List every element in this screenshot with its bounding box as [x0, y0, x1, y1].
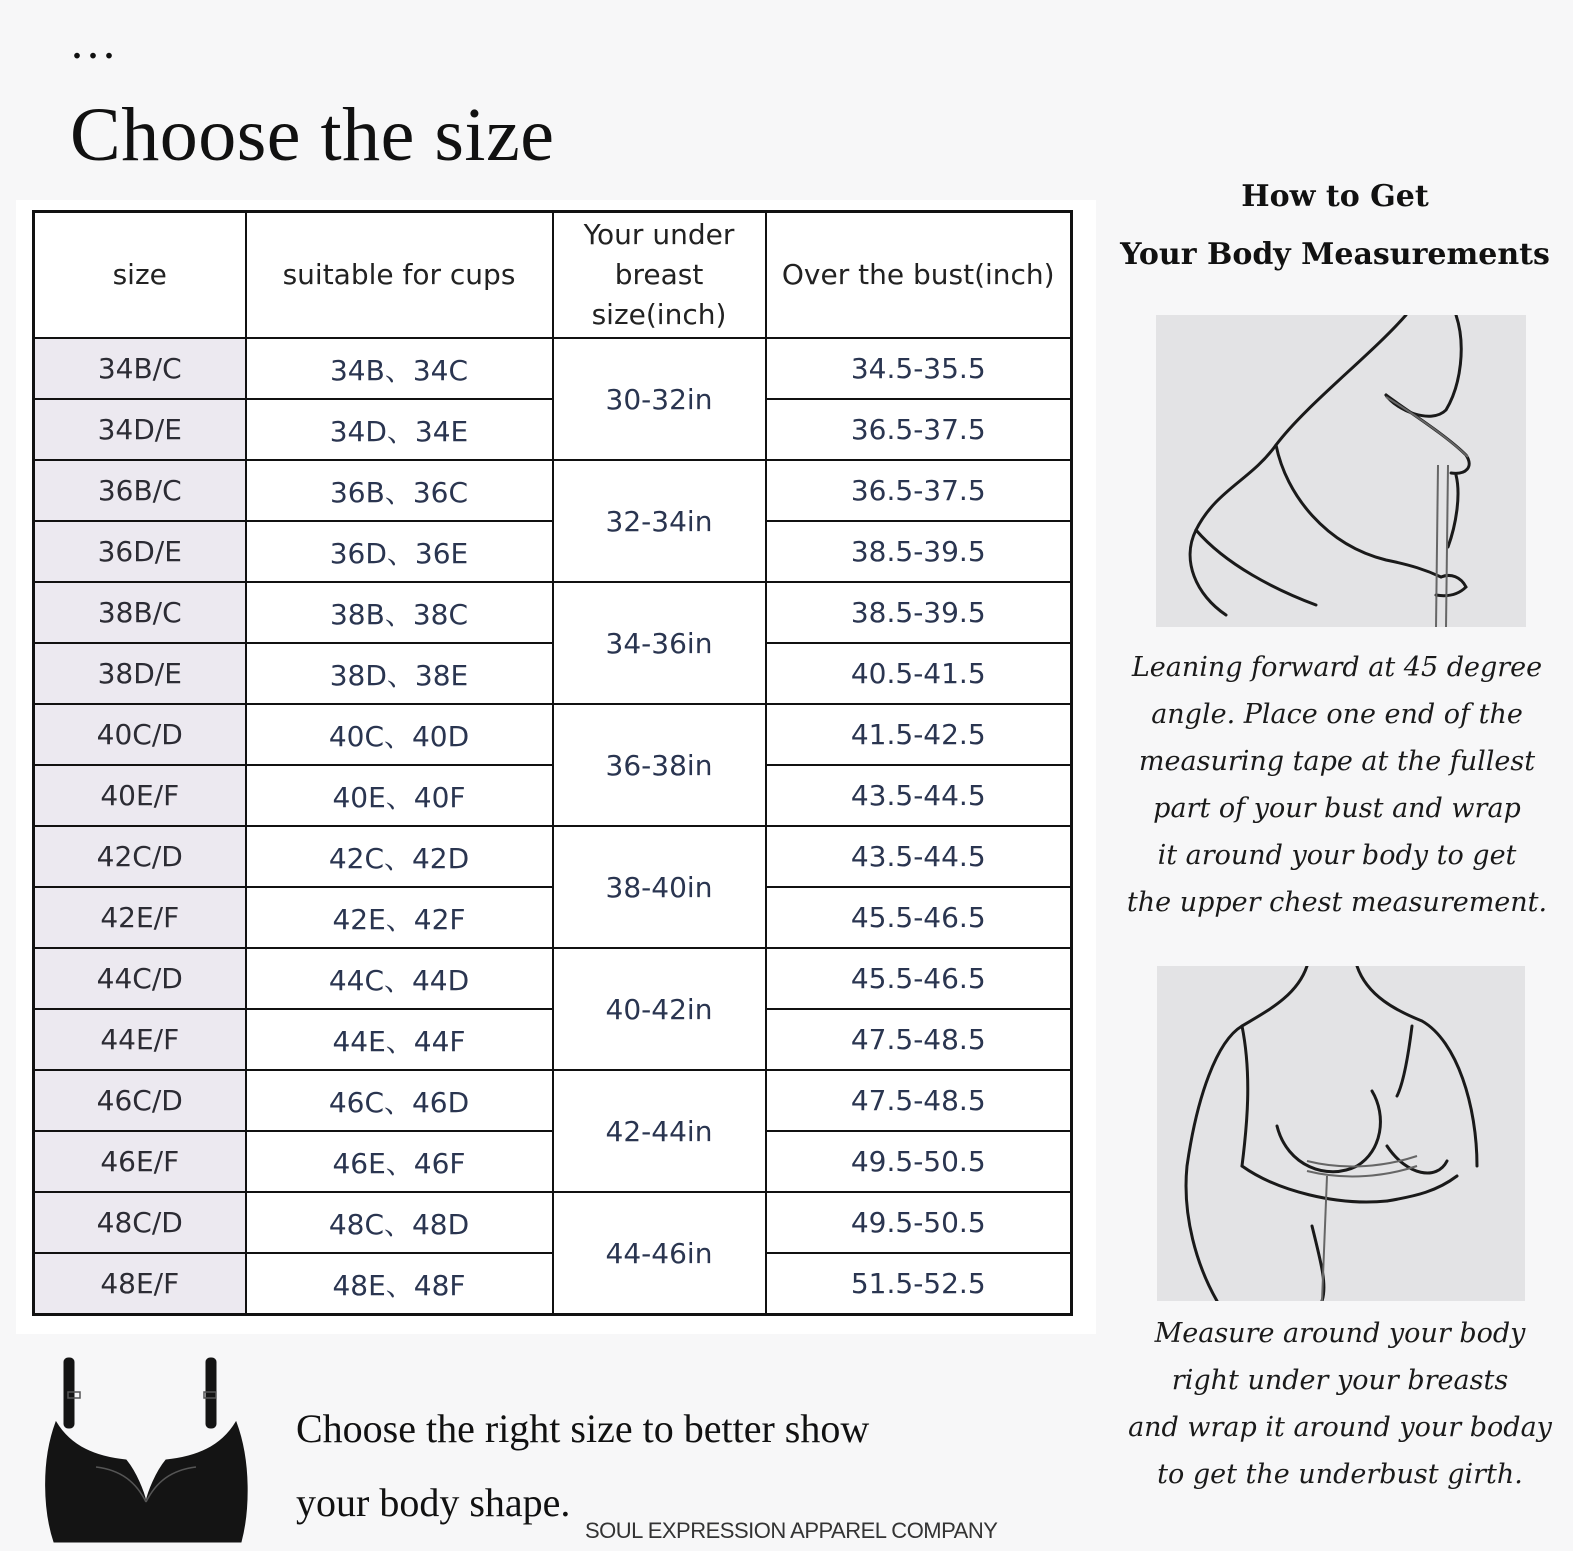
table-row — [34, 460, 1072, 521]
overbust-cell: 51.5-52.5 — [766, 1253, 1072, 1315]
overbust-cell: 43.5-44.5 — [766, 765, 1072, 826]
guide-title — [1110, 168, 1560, 284]
instruction-line: the upper chest measurement. — [1126, 887, 1548, 918]
instruction-line: measuring tape at the fullest — [1138, 746, 1536, 777]
overbust-cell: 36.5-37.5 — [766, 460, 1072, 521]
size-chart-table — [32, 210, 1073, 1316]
underbust-cell: 44-46in — [553, 1192, 766, 1315]
table-row — [34, 1070, 1072, 1131]
header-underbust — [553, 212, 766, 339]
instruction-line: and wrap it around your boday — [1128, 1412, 1552, 1443]
instruction-line: right under your breasts — [1171, 1365, 1509, 1396]
overbust-cell: 36.5-37.5 — [766, 399, 1072, 460]
cups-cell: 48C、48D — [246, 1192, 553, 1253]
overbust-cell: 38.5-39.5 — [766, 521, 1072, 582]
overbust-cell: 34.5-35.5 — [766, 338, 1072, 399]
size-cell: 46C/D — [34, 1070, 246, 1131]
size-cell: 38D/E — [34, 643, 246, 704]
cups-cell: 48E、48F — [246, 1253, 553, 1315]
bra-drawing — [36, 1352, 256, 1547]
overbust-cell: 43.5-44.5 — [766, 826, 1072, 887]
underbust-cell: 38-40in — [553, 826, 766, 948]
cups-cell: 38B、38C — [246, 582, 553, 643]
size-cell: 48E/F — [34, 1253, 246, 1315]
guide-title-line: How to Get — [1241, 179, 1429, 214]
size-cell: 38B/C — [34, 582, 246, 643]
underbust-cell: 40-42in — [553, 948, 766, 1070]
overbust-cell: 49.5-50.5 — [766, 1192, 1072, 1253]
guide-title-line: Your Body Measurements — [1120, 237, 1550, 272]
size-cell: 42C/D — [34, 826, 246, 887]
header-underbust-line: Your under — [583, 218, 735, 251]
upper-chest-illustration — [1156, 315, 1526, 627]
size-cell: 44E/F — [34, 1009, 246, 1070]
size-cell: 34D/E — [34, 399, 246, 460]
cups-cell: 36D、36E — [246, 521, 553, 582]
size-cell: 40E/F — [34, 765, 246, 826]
overbust-cell: 38.5-39.5 — [766, 582, 1072, 643]
header-size: size — [34, 212, 246, 339]
instruction-line: Measure around your body — [1154, 1318, 1526, 1349]
overbust-cell: 40.5-41.5 — [766, 643, 1072, 704]
underbust-cell: 34-36in — [553, 582, 766, 704]
table-row — [34, 338, 1072, 399]
cups-cell: 34D、34E — [246, 399, 553, 460]
table-row — [34, 948, 1072, 1009]
underbust-drawing — [1157, 966, 1525, 1301]
overbust-cell: 45.5-46.5 — [766, 948, 1072, 1009]
table-row — [34, 1192, 1072, 1253]
size-cell: 36B/C — [34, 460, 246, 521]
company-name: SOUL EXPRESSION APPAREL COMPANY — [585, 1518, 998, 1543]
size-cell: 34B/C — [34, 338, 246, 399]
size-cell: 44C/D — [34, 948, 246, 1009]
cups-cell: 44E、44F — [246, 1009, 553, 1070]
cups-cell: 36B、36C — [246, 460, 553, 521]
header-cups: suitable for cups — [246, 212, 553, 339]
cups-cell: 42C、42D — [246, 826, 553, 887]
underbust-cell: 30-32in — [553, 338, 766, 460]
upper-chest-instructions — [1112, 644, 1562, 926]
overbust-cell: 47.5-48.5 — [766, 1009, 1072, 1070]
cups-cell: 46E、46F — [246, 1131, 553, 1192]
table-row — [34, 826, 1072, 887]
overbust-cell: 45.5-46.5 — [766, 887, 1072, 948]
overbust-cell: 41.5-42.5 — [766, 704, 1072, 765]
cups-cell: 40C、40D — [246, 704, 553, 765]
underbust-illustration — [1157, 966, 1525, 1301]
instruction-line: to get the underbust girth. — [1157, 1459, 1523, 1490]
cups-cell: 38D、38E — [246, 643, 553, 704]
overbust-cell: 47.5-48.5 — [766, 1070, 1072, 1131]
header-overbust: Over the bust(inch) — [766, 212, 1072, 339]
instruction-line: it around your body to get — [1157, 840, 1517, 871]
size-cell: 42E/F — [34, 887, 246, 948]
size-cell: 46E/F — [34, 1131, 246, 1192]
table-header-row — [34, 212, 1072, 339]
instruction-line: part of your bust and wrap — [1153, 793, 1521, 824]
cups-cell: 40E、40F — [246, 765, 553, 826]
bra-product-image — [36, 1352, 256, 1547]
cups-cell: 42E、42F — [246, 887, 553, 948]
size-cell: 40C/D — [34, 704, 246, 765]
underbust-cell: 36-38in — [553, 704, 766, 826]
header-underbust-line: size(inch) — [591, 298, 727, 331]
header-underbust-line: breast — [614, 258, 704, 291]
cups-cell: 34B、34C — [246, 338, 553, 399]
table-row — [34, 704, 1072, 765]
tagline-line: your body shape. — [296, 1480, 571, 1525]
page-title: Choose the size — [70, 93, 555, 177]
underbust-cell: 42-44in — [553, 1070, 766, 1192]
tagline-line: Choose the right size to better show — [296, 1406, 870, 1451]
underbust-cell: 32-34in — [553, 460, 766, 582]
upper-chest-drawing — [1156, 315, 1526, 627]
size-cell: 36D/E — [34, 521, 246, 582]
cups-cell: 46C、46D — [246, 1070, 553, 1131]
instruction-line: angle. Place one end of the — [1151, 699, 1523, 730]
underbust-instructions — [1112, 1310, 1568, 1498]
instruction-line: Leaning forward at 45 degree — [1131, 652, 1543, 683]
cups-cell: 44C、44D — [246, 948, 553, 1009]
table-row — [34, 582, 1072, 643]
size-cell: 48C/D — [34, 1192, 246, 1253]
overbust-cell: 49.5-50.5 — [766, 1131, 1072, 1192]
more-dots: ... — [70, 18, 118, 69]
